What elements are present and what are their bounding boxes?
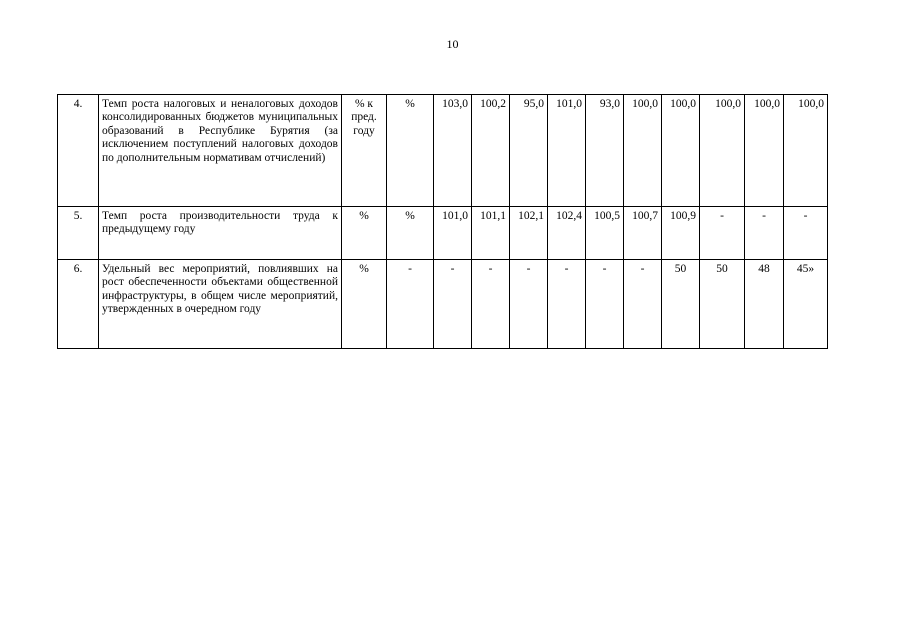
value-cell: -: [700, 207, 745, 260]
value-cell: 100,0: [624, 95, 662, 207]
value-cell: 102,1: [510, 207, 548, 260]
value-cell: -: [472, 260, 510, 349]
unit-cell: %: [342, 207, 387, 260]
base-cell: -: [387, 260, 434, 349]
value-cell: 100,5: [586, 207, 624, 260]
value-cell: 102,4: [548, 207, 586, 260]
value-cell: 100,9: [662, 207, 700, 260]
value-cell: 100,0: [662, 95, 700, 207]
row-number: 5.: [58, 207, 99, 260]
value-cell: 100,0: [745, 95, 784, 207]
page-number: 10: [446, 37, 459, 51]
table-row: [58, 207, 828, 260]
value-cell: -: [586, 260, 624, 349]
indicators-table: [57, 94, 828, 349]
table-row: [58, 95, 828, 207]
value-cell: 100,0: [784, 95, 828, 207]
unit-cell: %: [342, 260, 387, 349]
value-cell: 100,2: [472, 95, 510, 207]
base-cell: %: [387, 207, 434, 260]
row-number: 6.: [58, 260, 99, 349]
row-number: 4.: [58, 95, 99, 207]
value-cell: -: [624, 260, 662, 349]
value-cell: 48: [745, 260, 784, 349]
value-cell: 103,0: [434, 95, 472, 207]
value-cell: 45»: [784, 260, 828, 349]
value-cell: 100,7: [624, 207, 662, 260]
value-cell: -: [784, 207, 828, 260]
value-cell: -: [510, 260, 548, 349]
table-row: [58, 260, 828, 349]
value-cell: 50: [700, 260, 745, 349]
value-cell: 50: [662, 260, 700, 349]
value-cell: 95,0: [510, 95, 548, 207]
value-cell: 101,1: [472, 207, 510, 260]
indicator-name: Удельный вес мероприятий, повлиявших на рост обеспеченности объектами общественной инфраструктуры, в общем числе мероприятий, утвержденных в очередном году: [99, 260, 342, 349]
value-cell: 100,0: [700, 95, 745, 207]
value-cell: -: [434, 260, 472, 349]
value-cell: -: [548, 260, 586, 349]
value-cell: -: [745, 207, 784, 260]
unit-cell: % к пред. году: [342, 95, 387, 207]
value-cell: 101,0: [548, 95, 586, 207]
indicator-name: Темп роста производительности труда к предыдущему году: [99, 207, 342, 260]
base-cell: %: [387, 95, 434, 207]
indicator-name: Темп роста налоговых и неналоговых доходов консолидированных бюджетов муниципальных образований в Республике Бурятия (за исключением поступлений налоговых доходов по дополнительным нормативам отчислений): [99, 95, 342, 207]
value-cell: 93,0: [586, 95, 624, 207]
value-cell: 101,0: [434, 207, 472, 260]
